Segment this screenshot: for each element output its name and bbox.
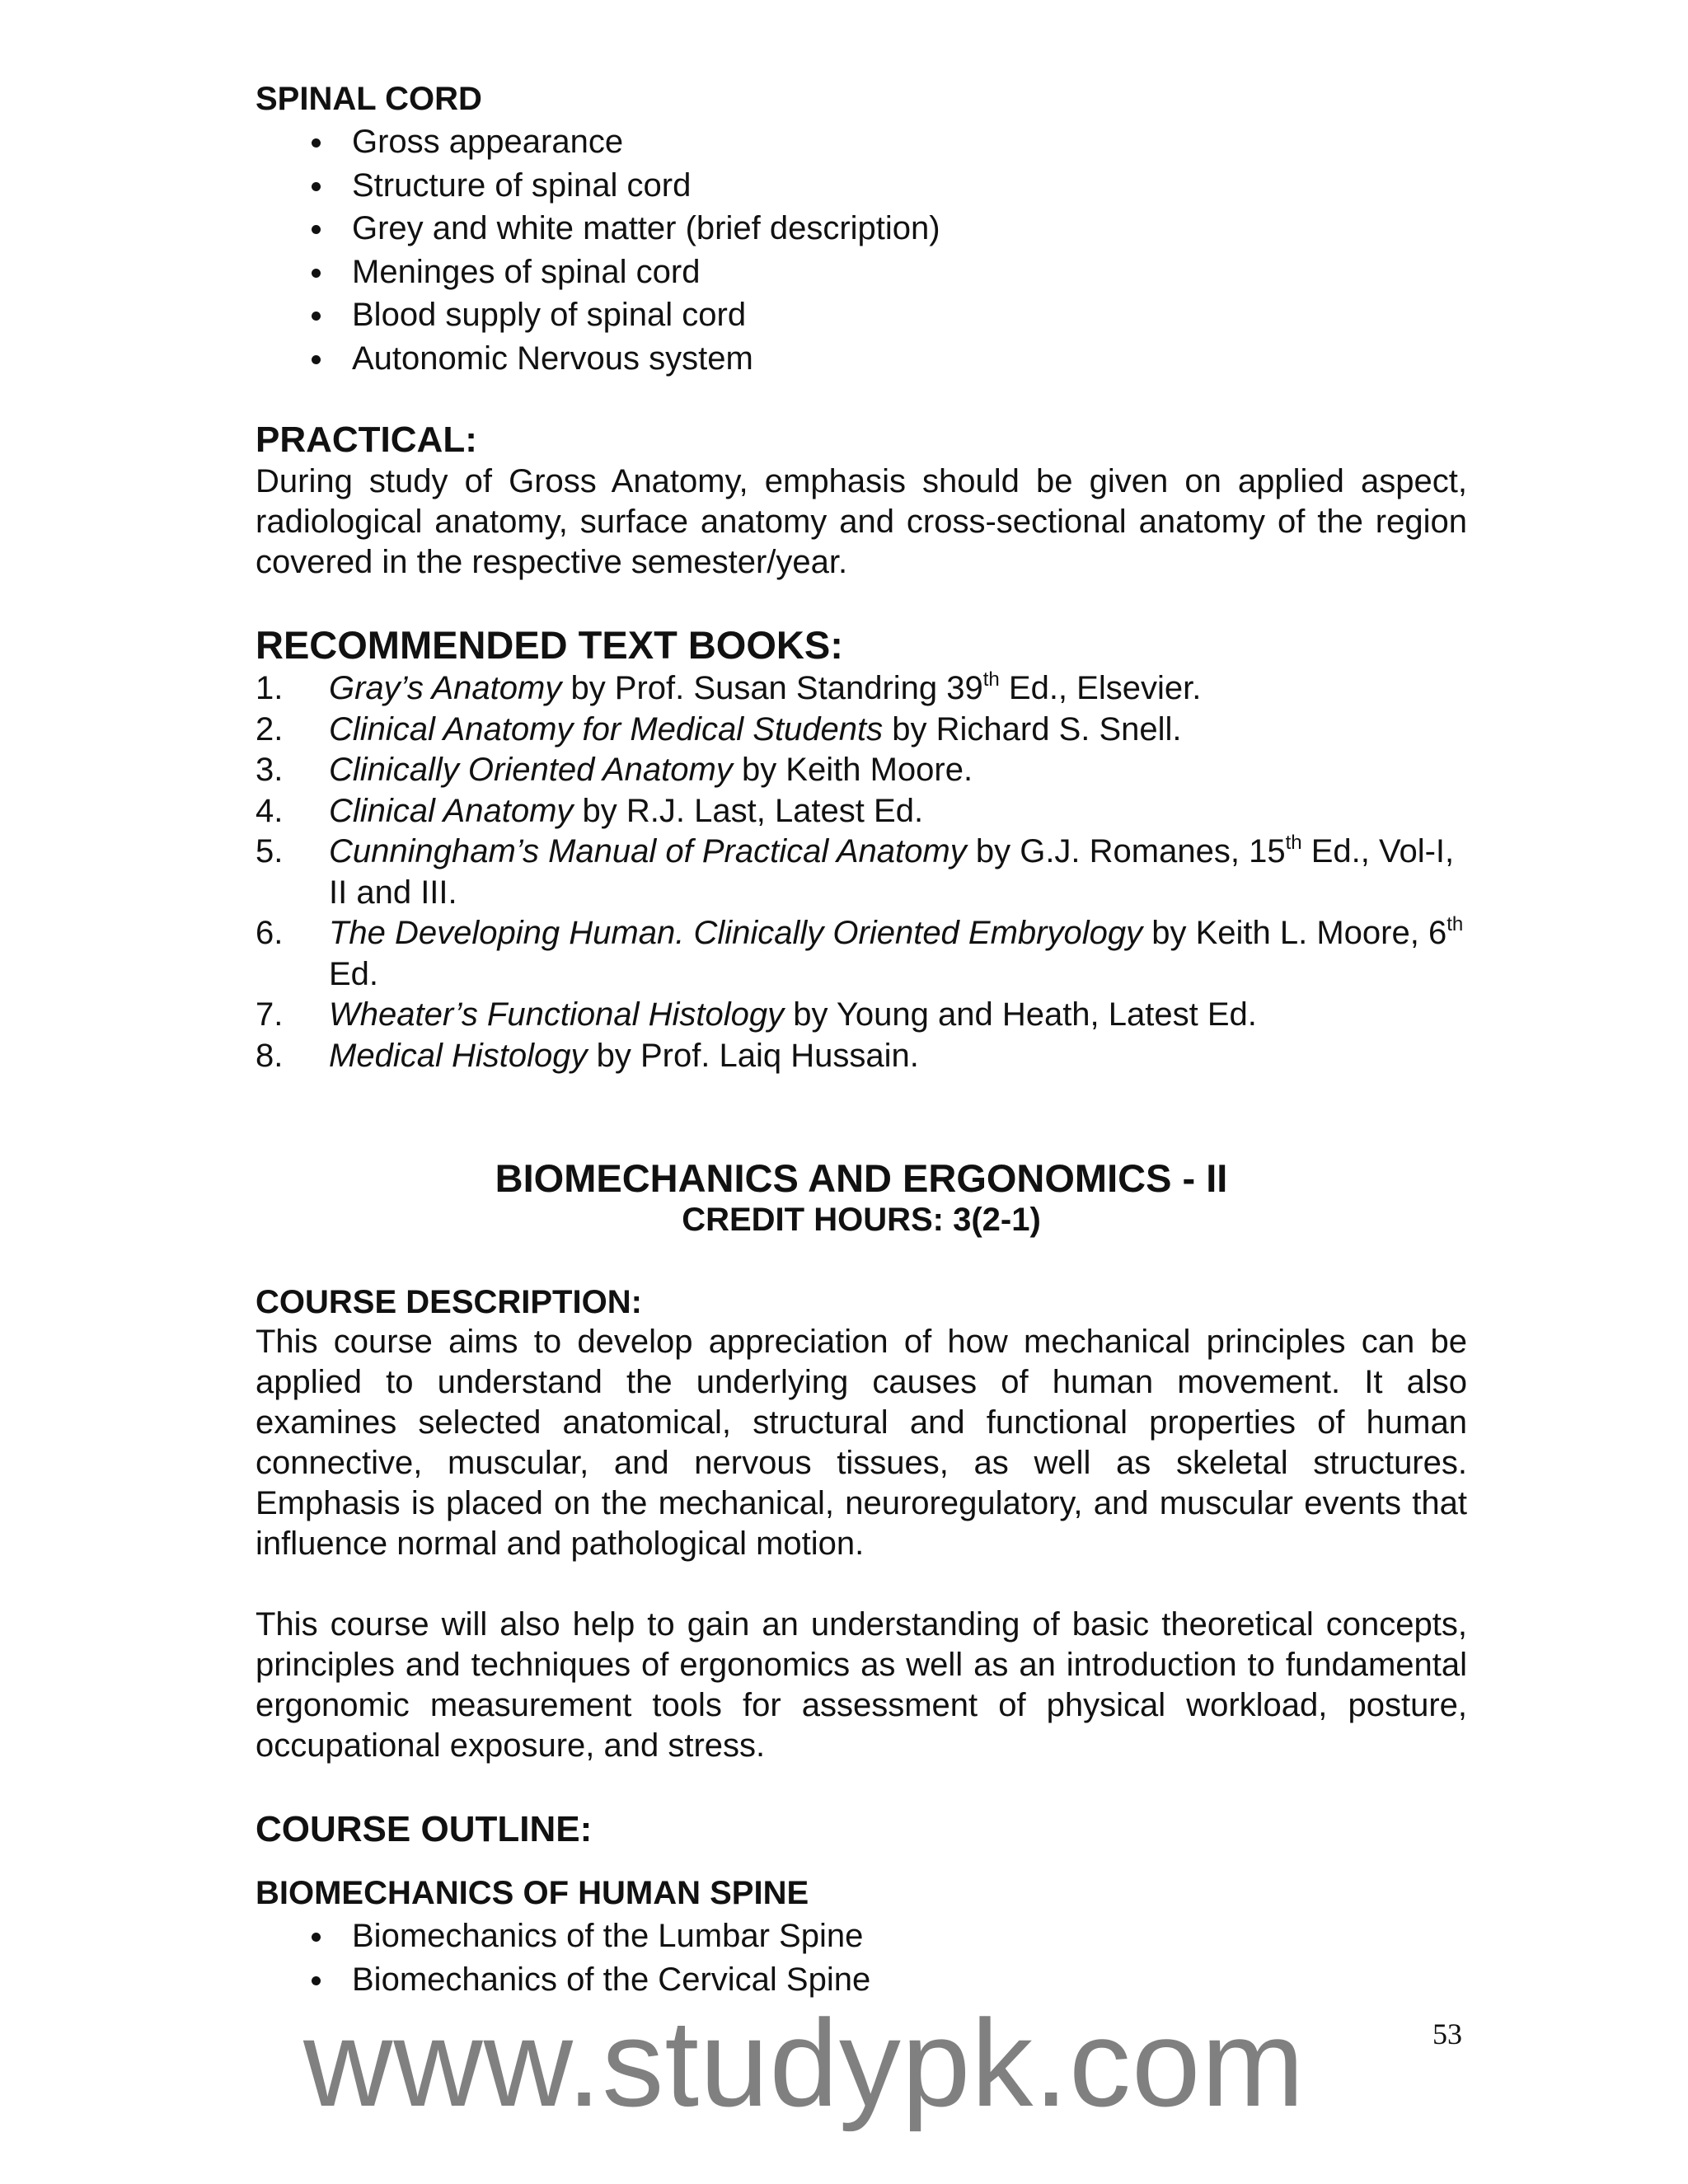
books-heading: RECOMMENDED TEXT BOOKS: [256, 623, 843, 667]
credit-hours: CREDIT HOURS: 3(2-1) [682, 1202, 1041, 1238]
course-outline-section [256, 1808, 1467, 1851]
course-outline-heading: COURSE OUTLINE: [256, 1809, 593, 1849]
book-item: 3. Clinically Oriented Anatomy by Keith Moore. [256, 752, 973, 788]
page-number: 53 [1432, 2018, 1462, 2050]
book-item: 1. Gray’s Anatomy by Prof. Susan Standring 39th Ed., Elsevier. [256, 668, 1202, 706]
spine-list [256, 1915, 1467, 2001]
course-description-paragraph-2: This course will also help to gain an understanding of basic theoretical concepts, principles and techniques of ergonomics as well as an introduction to fundamental ergonomic measurement tools for assessment of physical workload, posture, occupational exposure, and stress. [256, 1606, 1467, 1764]
list-item: Autonomic Nervous system [256, 337, 1467, 381]
books-section [256, 622, 1467, 1076]
practical-section [256, 419, 1467, 583]
book-item: 6. The Developing Human. Clinically Oriented Embryology by Keith L. Moore, 6th Ed. [256, 913, 1464, 992]
practical-text: During study of Gross Anatomy, emphasis should be given on applied aspect, radiological anatomy, surface anatomy and cross-sectional anatomy of the region covered in the respective semester/year. [256, 463, 1467, 580]
spinal-cord-heading: SPINAL CORD [256, 81, 482, 117]
book-item: 4. Clinical Anatomy by R.J. Last, Latest Ed. [256, 792, 924, 829]
bullet-icon [312, 355, 321, 364]
books-list [256, 668, 1467, 1076]
spinal-cord-section [256, 79, 1467, 380]
practical-heading: PRACTICAL: [256, 419, 477, 460]
bullet-icon [312, 312, 321, 321]
spine-section [256, 1873, 1467, 2001]
bullet-icon [312, 138, 321, 148]
book-item: 8. Medical Histology by Prof. Laiq Hussain. [256, 1037, 919, 1074]
bullet-icon [312, 182, 321, 191]
bullet-icon [312, 1976, 321, 1985]
course-description-heading: COURSE DESCRIPTION: [256, 1284, 642, 1320]
book-item: 7. Wheater’s Functional Histology by Young and Heath, Latest Ed. [256, 996, 1257, 1033]
list-item: Meninges of spinal cord [256, 251, 1467, 294]
spinal-cord-list [256, 120, 1467, 380]
book-item: 2. Clinical Anatomy for Medical Students by Richard S. Snell. [256, 710, 1182, 748]
bullet-icon [312, 225, 321, 234]
list-item: Grey and white matter (brief description) [256, 207, 1467, 251]
list-item: Blood supply of spinal cord [256, 293, 1467, 337]
course-description-section [256, 1282, 1467, 1766]
list-item: Gross appearance [256, 120, 1467, 164]
list-item: Biomechanics of the Lumbar Spine [256, 1915, 1467, 1958]
list-item: Biomechanics of the Cervical Spine [256, 1958, 1467, 2002]
course-description-paragraph: This course aims to develop appreciation of how mechanical principles can be applied to understand the underlying causes of human movement. It also examines selected anatomical, structural and functional properties of human connective, muscular, and nervous tissues, as well as skeletal structures. Emphasis is placed on the mechanical, neuroregulatory, and muscular events that influence normal and pathological motion. [256, 1324, 1467, 1562]
spine-heading: BIOMECHANICS OF HUMAN SPINE [256, 1875, 809, 1911]
watermark-url: www.studypk.com [303, 1994, 1306, 2132]
course-title-block [256, 1155, 1467, 1240]
course-title: BIOMECHANICS AND ERGONOMICS - II [495, 1156, 1228, 1200]
bullet-icon [312, 269, 321, 278]
book-item: 5. Cunningham’s Manual of Practical Anatomy by G.J. Romanes, 15th Ed., Vol-I, II and III. [256, 832, 1455, 911]
list-item: Structure of spinal cord [256, 164, 1467, 208]
bullet-icon [312, 1933, 321, 1942]
